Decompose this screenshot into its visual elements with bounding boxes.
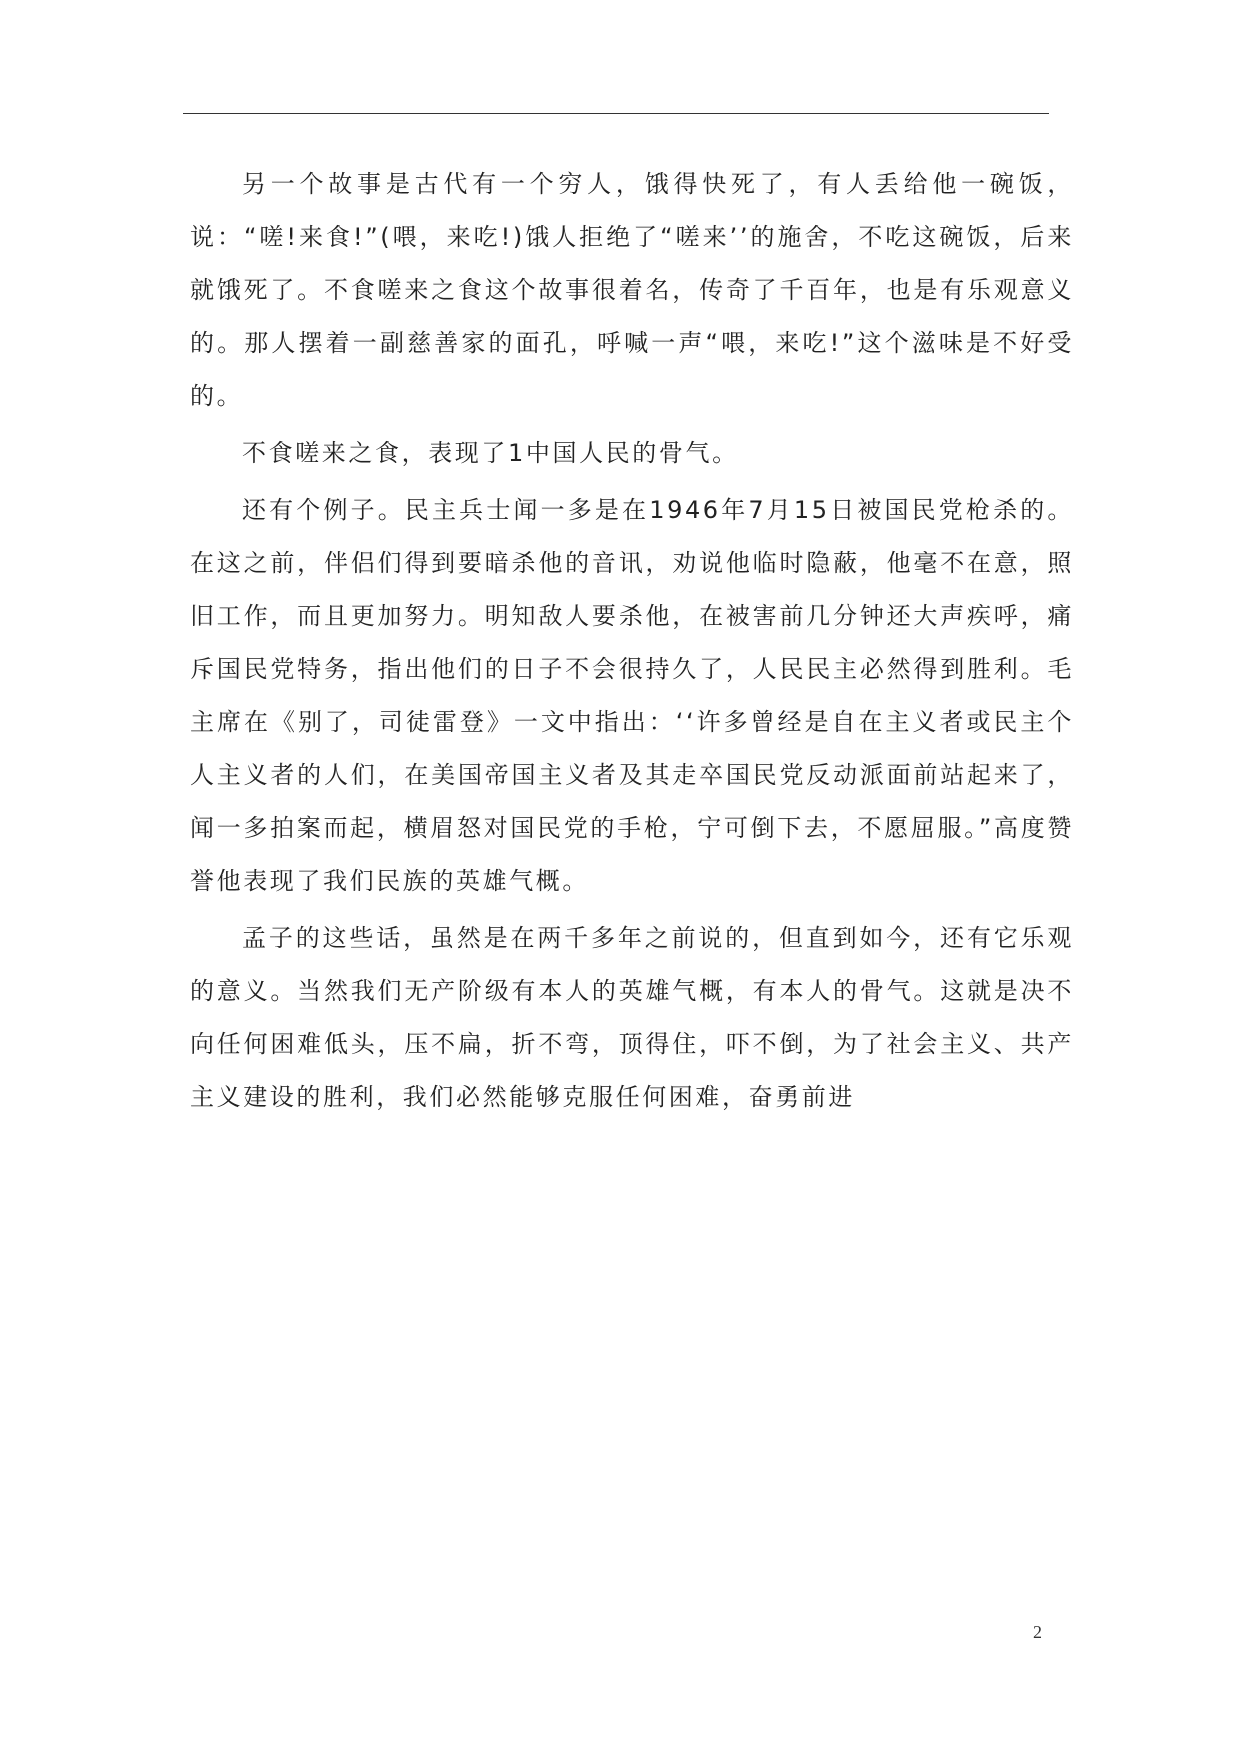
paragraph-2: 不食嗟来之食，表现了1中国人民的骨气。 (242, 439, 739, 467)
paragraph-1: 另一个故事是古代有一个穷人，饿得快死了，有人丢给他一碗饭，说：“嗟!来食!”(喂，来吃!)饿人拒绝了“嗟来’’的施舍，不吃这碗饭，后来就饿死了。不食嗟来之食这个故事很着名，传奇了千百年，也是有乐观意义的。那人摆着一副慈善家的面孔，呼喊一声“喂，来吃!”这个滋味是不好受的。 (190, 170, 1074, 410)
page-number: 2 (1033, 1622, 1042, 1642)
header-rule (183, 113, 1049, 114)
document-body (190, 158, 1074, 1128)
paragraph-4: 孟子的这些话，虽然是在两千多年之前说的，但直到如今，还有它乐观的意义。当然我们无产阶级有本人的英雄气概，有本人的骨气。这就是决不向任何困难低头，压不扁，折不弯，顶得住，吓不倒，为了社会主义、共产主义建设的胜利，我们必然能够克服任何困难，奋勇前进 (190, 924, 1074, 1111)
paragraph-3: 还有个例子。民主兵士闻一多是在1946年7月15日被国民党枪杀的。在这之前，伴侣们得到要暗杀他的音讯，劝说他临时隐蔽，他毫不在意，照旧工作，而且更加努力。明知敌人要杀他，在被害前几分钟还大声疾呼，痛斥国民党特务，指出他们的日子不会很持久了，人民民主必然得到胜利。毛主席在《别了，司徒雷登》一文中指出：‘‘许多曾经是自在主义者或民主个人主义者的人们，在美国帝国主义者及其走卒国民党反动派面前站起来了，闻一多拍案而起，横眉怒对国民党的手枪，宁可倒下去，不愿屈服。”高度赞誉他表现了我们民族的英雄气概。 (190, 496, 1074, 895)
